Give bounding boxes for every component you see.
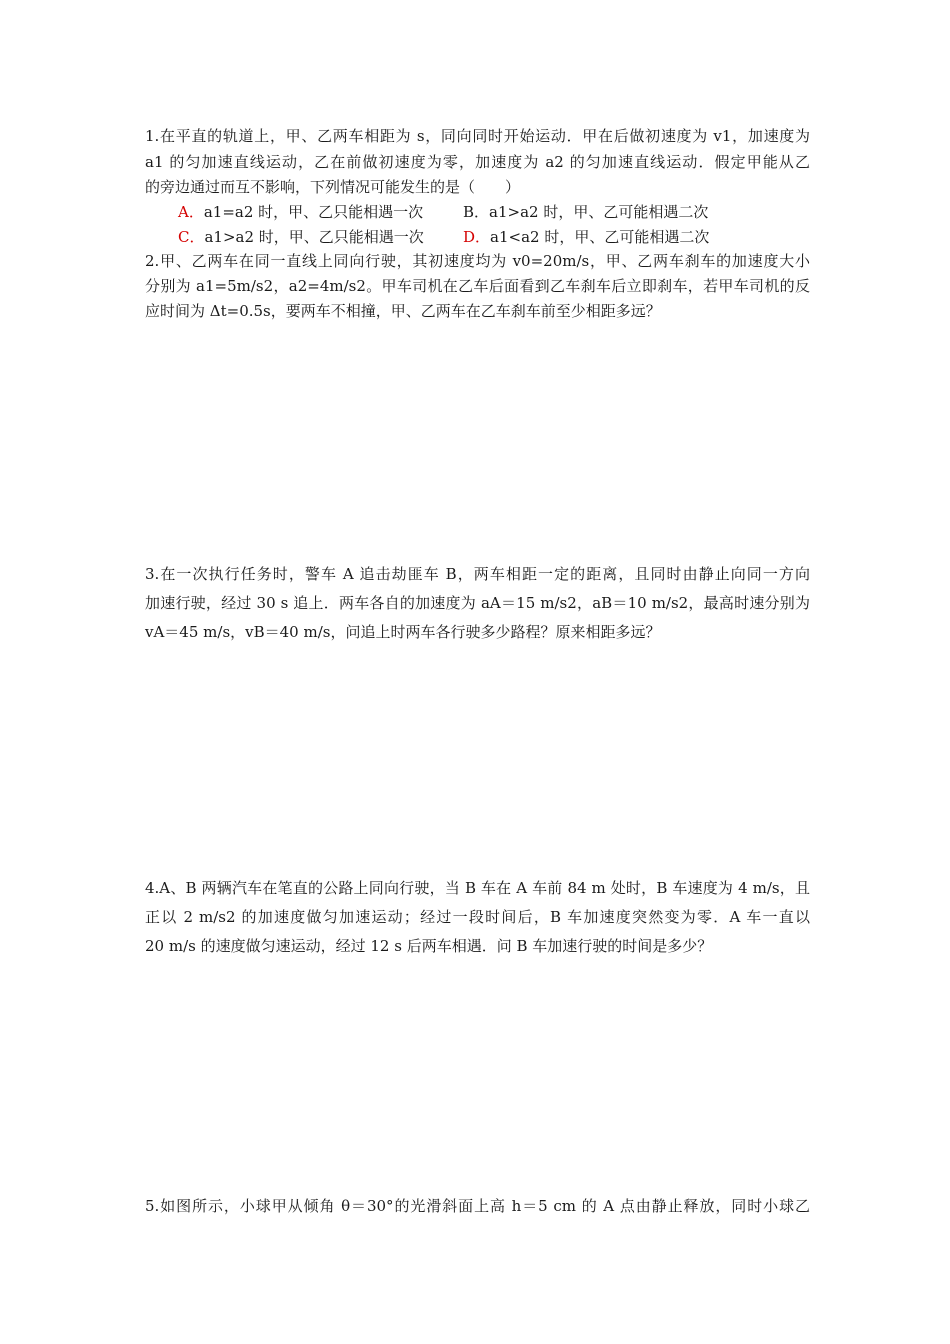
- option-letter: D．: [463, 228, 491, 246]
- p3-line-2: 加速行驶，经过 30 s 追上．两车各自的加速度为 aA＝15 m/s2，aB＝10 m/s2，最高时速分别为: [145, 594, 810, 612]
- p3-line-3: vA＝45 m/s，vB＝40 m/s，问追上时两车各行驶多少路程？原来相距多远？: [145, 623, 661, 641]
- option-text: a1>a2 时，甲、乙只能相遇一次: [204, 228, 424, 246]
- option-letter: C．: [178, 228, 205, 246]
- p2-line-3: 应时间为 Δt=0.5s，要两车不相撞，甲、乙两车在乙车刹车前至少相距多远？: [145, 302, 661, 320]
- p1-line-2: a1 的匀加速直线运动，乙在前做初速度为零，加速度为 a2 的匀加速直线运动．假定甲能从乙: [145, 153, 810, 171]
- p1-option-b[interactable]: [463, 199, 708, 225]
- p4-line-3: 20 m/s 的速度做匀速运动，经过 12 s 后两车相遇．问 B 车加速行驶的时间是多少？: [145, 937, 713, 955]
- p2-line-2: 分别为 a1=5m/s2，a2=4m/s2。甲车司机在乙车后面看到乙车刹车后立即刹车，若甲车司机的反: [145, 277, 810, 295]
- p1-option-d[interactable]: [463, 224, 709, 250]
- p1-option-a[interactable]: [178, 199, 423, 225]
- p1-line-1: 1.在平直的轨道上，甲、乙两车相距为 s，同向同时开始运动．甲在后做初速度为 v1，加速度为: [145, 127, 810, 145]
- p4-line-1: 4.A、B 两辆汽车在笔直的公路上同向行驶，当 B 车在 A 车前 84 m 处时，B 车速度为 4 m/s，且: [145, 879, 810, 897]
- option-letter: B．: [463, 203, 490, 221]
- p4-line-2: 正以 2 m/s2 的加速度做匀加速运动；经过一段时间后，B 车加速度突然变为零．A 车一直以: [145, 908, 810, 926]
- p1-line-3: 的旁边通过而互不影响，下列情况可能发生的是（ ）: [145, 178, 521, 196]
- p5-line-1: 5.如图所示，小球甲从倾角 θ＝30°的光滑斜面上高 h＝5 cm 的 A 点由静止释放，同时小球乙: [145, 1197, 810, 1215]
- p1-option-c[interactable]: [178, 224, 424, 250]
- option-text: a1=a2 时，甲、乙只能相遇一次: [203, 203, 424, 221]
- p2-line-1: 2.甲、乙两车在同一直线上同向行驶，其初速度均为 v0=20m/s，甲、乙两车刹车的加速度大小: [145, 252, 810, 270]
- p3-line-1: 3.在一次执行任务时，警车 A 追击劫匪车 B，两车相距一定的距离，且同时由静止向同一方向: [145, 565, 810, 583]
- option-letter: A．: [178, 203, 204, 221]
- option-text: a1<a2 时，甲、乙可能相遇二次: [490, 228, 710, 246]
- option-text: a1>a2 时，甲、乙可能相遇二次: [489, 203, 709, 221]
